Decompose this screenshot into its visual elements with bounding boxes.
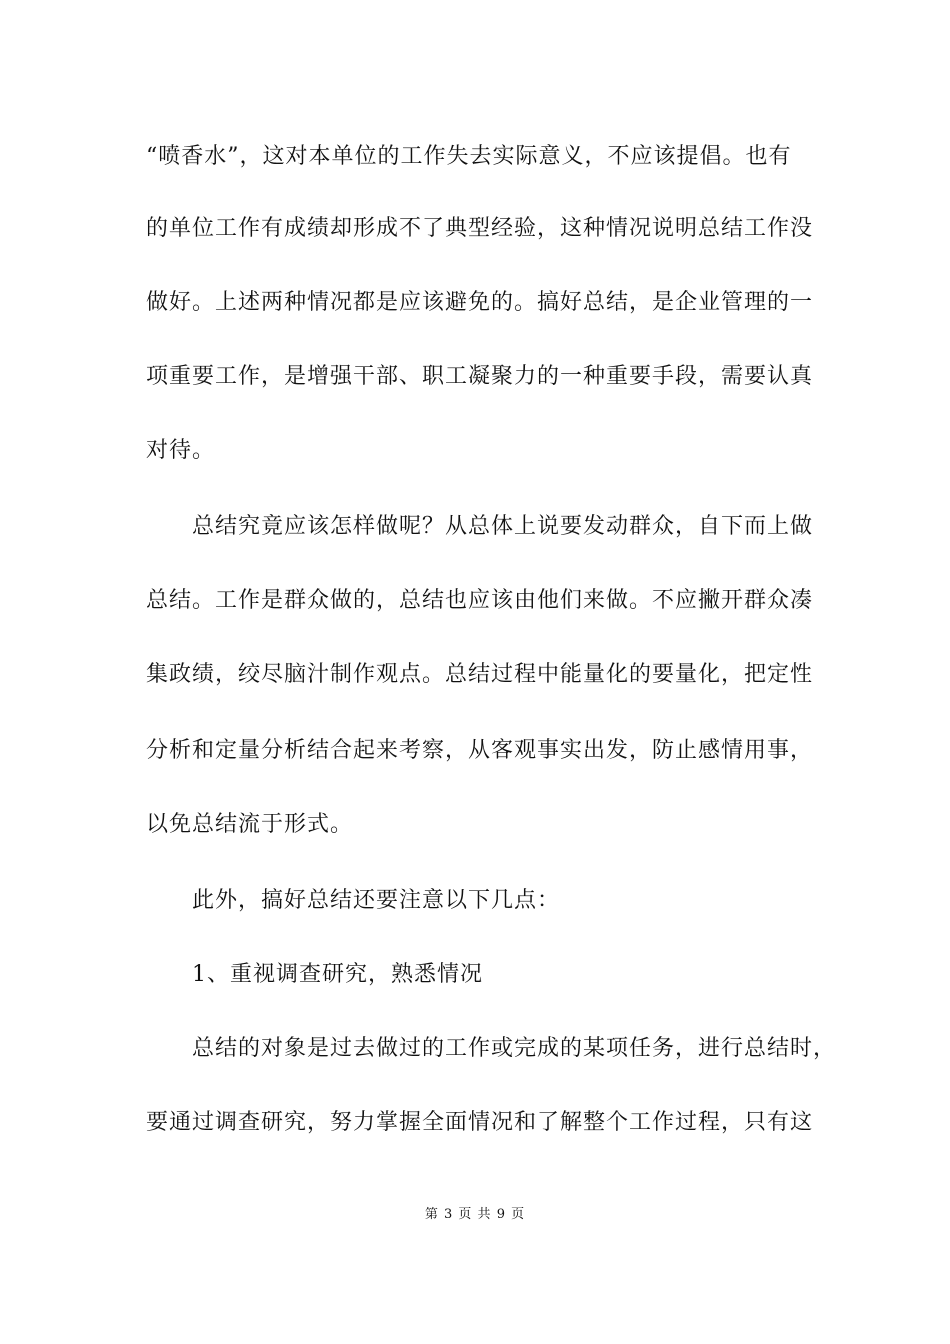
page-footer: 第 3 页 共 9 页 — [424, 1207, 526, 1222]
text-line: 总结的对象是过去做过的工作或完成的某项任务，进行总结时， — [146, 1036, 837, 1061]
text-line: 对待。 — [146, 438, 216, 463]
text-line: 的单位工作有成绩却形成不了典型经验，这种情况说明总结工作没 — [146, 216, 814, 241]
text-line: “喷香水”，这对本单位的工作失去实际意义，不应该提倡。也有 — [146, 144, 792, 169]
text-line: 分析和定量分析结合起来考察，从客观事实出发，防止感情用事， — [146, 738, 814, 763]
text-line: 此外，搞好总结还要注意以下几点： — [146, 888, 561, 913]
text-line: 以免总结流于形式。 — [146, 812, 354, 837]
text-line: 要通过调查研究，努力掌握全面情况和了解整个工作过程，只有这 — [146, 1110, 814, 1135]
text-line: 项重要工作，是增强干部、职工凝聚力的一种重要手段，需要认真 — [146, 364, 814, 389]
text-line: 做好。上述两种情况都是应该避免的。搞好总结，是企业管理的一 — [146, 290, 814, 315]
text-line: 总结究竟应该怎样做呢？从总体上说要发动群众，自下而上做 — [146, 514, 814, 539]
text-line: 集政绩，绞尽脑汁制作观点。总结过程中能量化的要量化，把定性 — [146, 662, 814, 687]
text-line: 总结。工作是群众做的，总结也应该由他们来做。不应撇开群众凑 — [146, 588, 814, 613]
text-line: 1、重视调查研究，熟悉情况 — [146, 962, 483, 987]
